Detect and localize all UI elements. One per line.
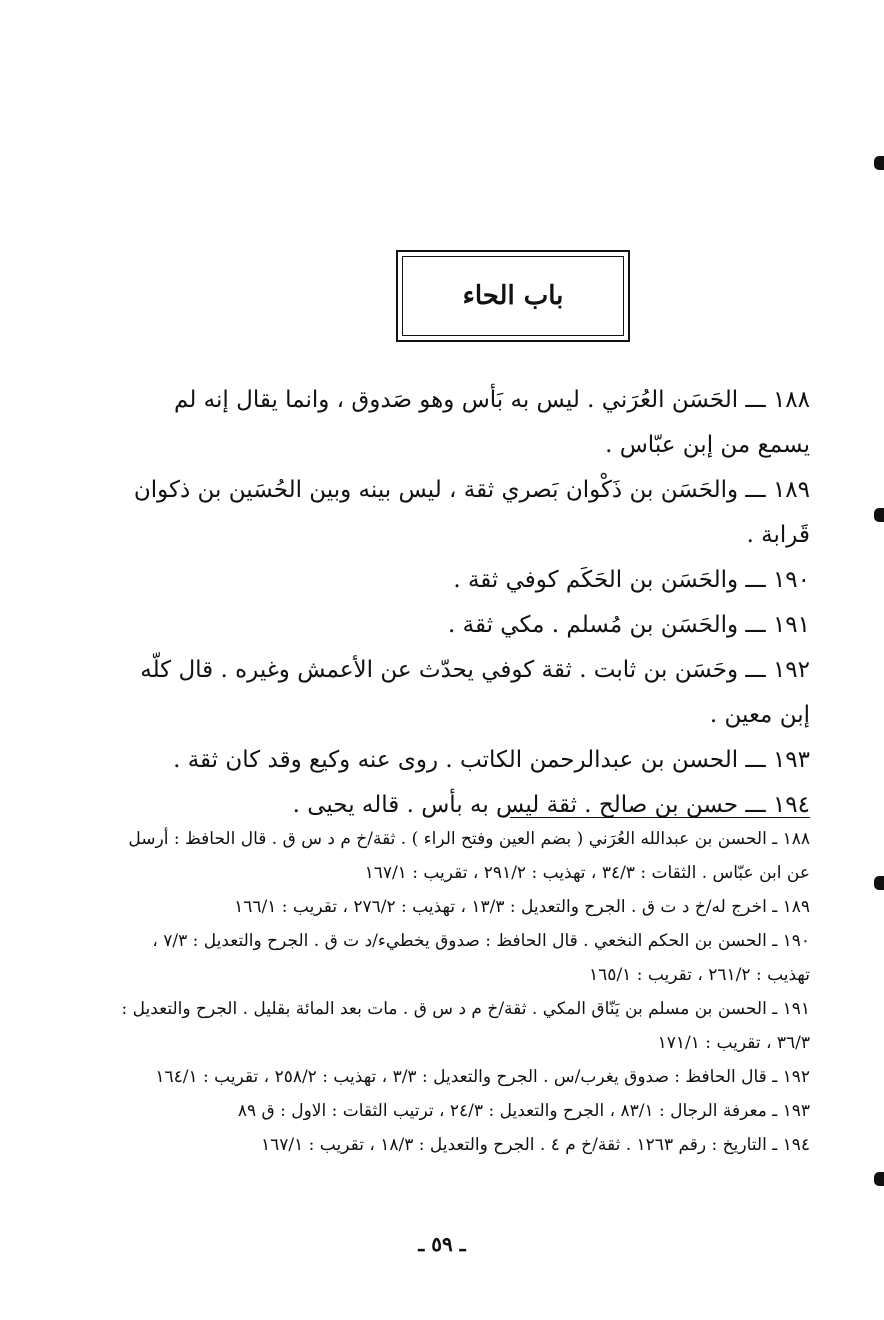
entry-193: ١٩٣ ـــ الحسن بن عبدالرحمن الكاتب . روى عنه وكيع وقد كان ثقة .	[173, 747, 810, 773]
page-edge-mark	[874, 508, 884, 522]
entry-192: ١٩٢ ـــ وحَسَن بن ثابت . ثقة كوفي يحدّث عن الأعمش وغيره . قال كلّه إبن معين .	[140, 657, 810, 728]
entry-188: ١٨٨ ـــ الحَسَن العُرَني . ليس به بَأس وهو صَدوق ، وانما يقال إنه لم يسمع من إبن عبّاس .	[174, 387, 810, 458]
page-edge-mark	[874, 1172, 884, 1186]
footnote-separator	[510, 817, 810, 818]
footnote-190: ١٩٠ ـ الحسن بن الحكم النخعي . قال الحافظ : صدوق يخطيء/د ت ق . الجرح والتعديل : ٧/٣ ، تهذيب : ٢٦١/٢ ، تقريب : ١٦٥/١	[152, 931, 810, 985]
entry-190: ١٩٠ ـــ والحَسَن بن الحَكَم كوفي ثقة .	[453, 567, 810, 593]
entry-191: ١٩١ ـــ والحَسَن بن مُسلم . مكي ثقة .	[448, 612, 810, 638]
entry-189: ١٨٩ ـــ والحَسَن بن ذَكْوان بَصري ثقة ، ليس بينه وبين الحُسَين بن ذكوان قَرابة .	[133, 477, 810, 548]
footnote-192: ١٩٢ ـ قال الحافظ : صدوق يغرب/س . الجرح والتعديل : ٣/٣ ، تهذيب : ٢٥٨/٢ ، تقريب : ١٦٤/١	[155, 1067, 810, 1087]
footnote-193: ١٩٣ ـ معرفة الرجال : ٨٣/١ ، الجرح والتعديل : ٢٤/٣ ، ترتيب الثقات : الاول : ق ٨٩	[237, 1101, 810, 1121]
entry-194: ١٩٤ ـــ حسن بن صالح . ثقة ليس به بأس . قاله يحيى .	[292, 792, 810, 818]
footnotes	[118, 822, 810, 1162]
footnote-188: ١٨٨ ـ الحسن بن عبدالله العُرَني ( بضم العين وفتح الراء ) . ثقة/خ م د س ق . قال الحافظ : أرسل عن ابن عبّاس . الثقات : ٣٤/٣ ، تهذيب : ٢٩١/٢ ، تقريب : ١٦٧/١	[128, 829, 810, 883]
page-number: ـ ٥٩ ـ	[418, 1232, 466, 1256]
chapter-heading: باب الحاء	[462, 281, 564, 311]
footnote-191: ١٩١ ـ الحسن بن مسلم بن يَنّاق المكي . ثقة/خ م د س ق . مات بعد المائة بقليل . الجرح والتعديل : ٣٦/٣ ، تقريب : ١٧١/١	[121, 999, 810, 1053]
page-edge-mark	[874, 156, 884, 170]
main-entries	[118, 378, 810, 828]
footnote-189: ١٨٩ ـ اخرج له/خ د ت ق . الجرح والتعديل : ١٣/٣ ، تهذيب : ٢٧٦/٢ ، تقريب : ١٦٦/١	[234, 897, 810, 917]
chapter-heading-box	[396, 250, 630, 342]
page-edge-mark	[874, 876, 884, 890]
footnote-194: ١٩٤ ـ التاريخ : رقم ١٢٦٣ . ثقة/خ م ٤ . الجرح والتعديل : ١٨/٣ ، تقريب : ١٦٧/١	[260, 1135, 810, 1155]
